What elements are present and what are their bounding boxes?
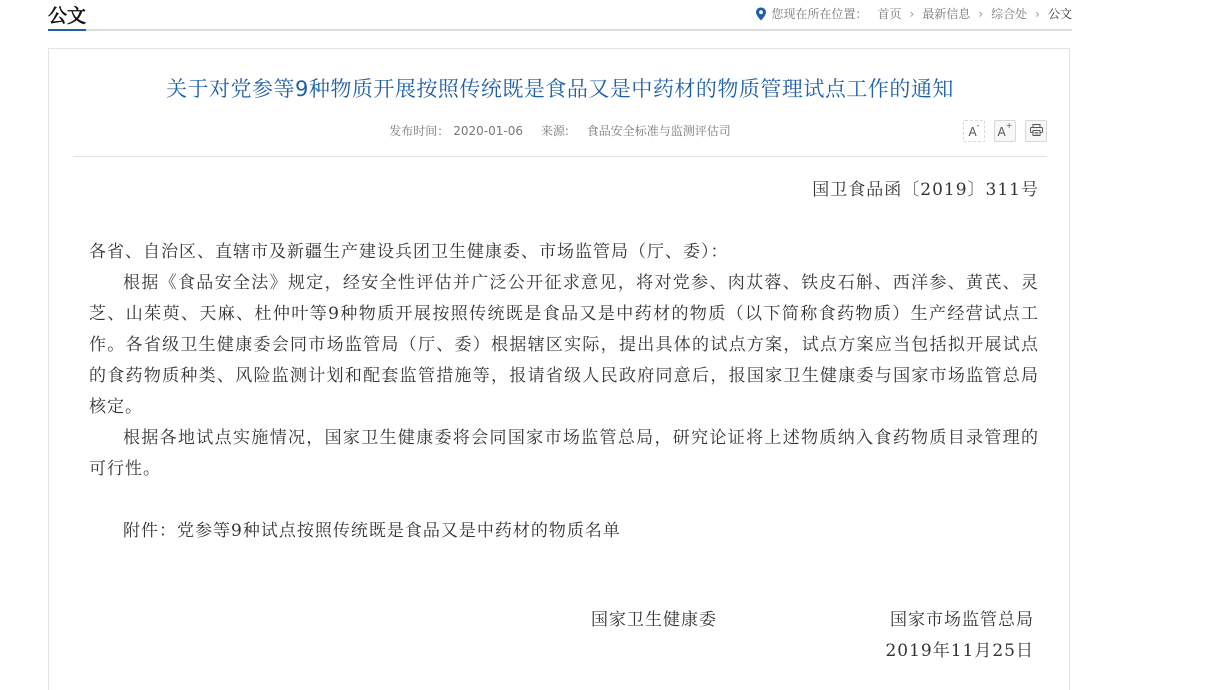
publish-info [389,124,523,138]
signature-date: 2019年11月25日 [885,641,1034,661]
breadcrumb-separator-icon: › [909,6,915,21]
page-header [48,0,1072,32]
printer-icon [1030,124,1043,139]
document-number: 国卫食品函〔2019〕311号 [812,180,1039,200]
title-divider [73,156,1047,157]
salutation: 各省、自治区、直辖市及新疆生产建设兵团卫生健康委、市场监管局（厅、委）： [89,242,729,262]
article-title: 关于对党参等9种物质开展按照传统既是食品又是中药材的物质管理试点工作的通知 [166,77,954,101]
breadcrumb [755,5,1072,22]
font-increase-button[interactable] [994,120,1016,142]
print-button[interactable] [1025,120,1047,142]
body-paragraph: 根据各地试点实施情况，国家卫生健康委将会同国家市场监管总局，研究论证将上述物质纳入食药物质目录管理的可行性。 [89,428,1039,479]
font-decrease-icon: A- [968,120,980,139]
source-label: 来源: [540,124,569,138]
publish-date: 2020-01-06 [453,124,524,138]
article-tools [954,120,1047,142]
attachment-line: 附件：党参等9种试点按照传统既是食品又是中药材的物质名单 [123,521,621,541]
breadcrumb-separator-icon: › [1035,6,1040,21]
section-title: 公文 [48,5,86,31]
breadcrumb-latest-info-link[interactable]: 最新信息 [922,7,971,21]
source-info [541,124,731,138]
breadcrumb-prefix: 您现在所在位置： [771,7,868,21]
article-meta [49,122,1071,139]
breadcrumb-current: 公文 [1047,7,1072,21]
article-container [48,48,1070,690]
publish-label: 发布时间： [389,124,450,138]
article-body [89,169,1039,547]
signer-second: 国家市场监管总局 [890,610,1034,630]
breadcrumb-home-link[interactable]: 首页 [877,7,902,21]
body-paragraph: 根据《食品安全法》规定，经安全性评估并广泛公开征求意见，将对党参、肉苁蓉、铁皮石斛、西洋参、黄芪、灵芝、山茱萸、天麻、杜仲叶等9种物质开展按照传统既是食品又是中药材的物质（以下简称食药物质）生产经营试点工作。各省级卫生健康委会同市场监管局（厅、委）根据辖区实际，提出具体的试点方案，试点方案应当包括拟开展试点的食药物质种类、风险监测计划和配套监管措施等，报请省级人民政府同意后，报国家卫生健康委与国家市场监管总局核定。 [89,273,1039,417]
font-increase-icon: A+ [997,120,1013,139]
source-value: 食品安全标准与监测评估司 [586,124,731,138]
font-decrease-button[interactable] [963,120,985,142]
signer-first: 国家卫生健康委 [591,610,717,630]
breadcrumb-separator-icon: › [978,6,984,21]
location-pin-icon [755,7,767,21]
breadcrumb-general-office-link[interactable]: 综合处 [991,7,1028,21]
